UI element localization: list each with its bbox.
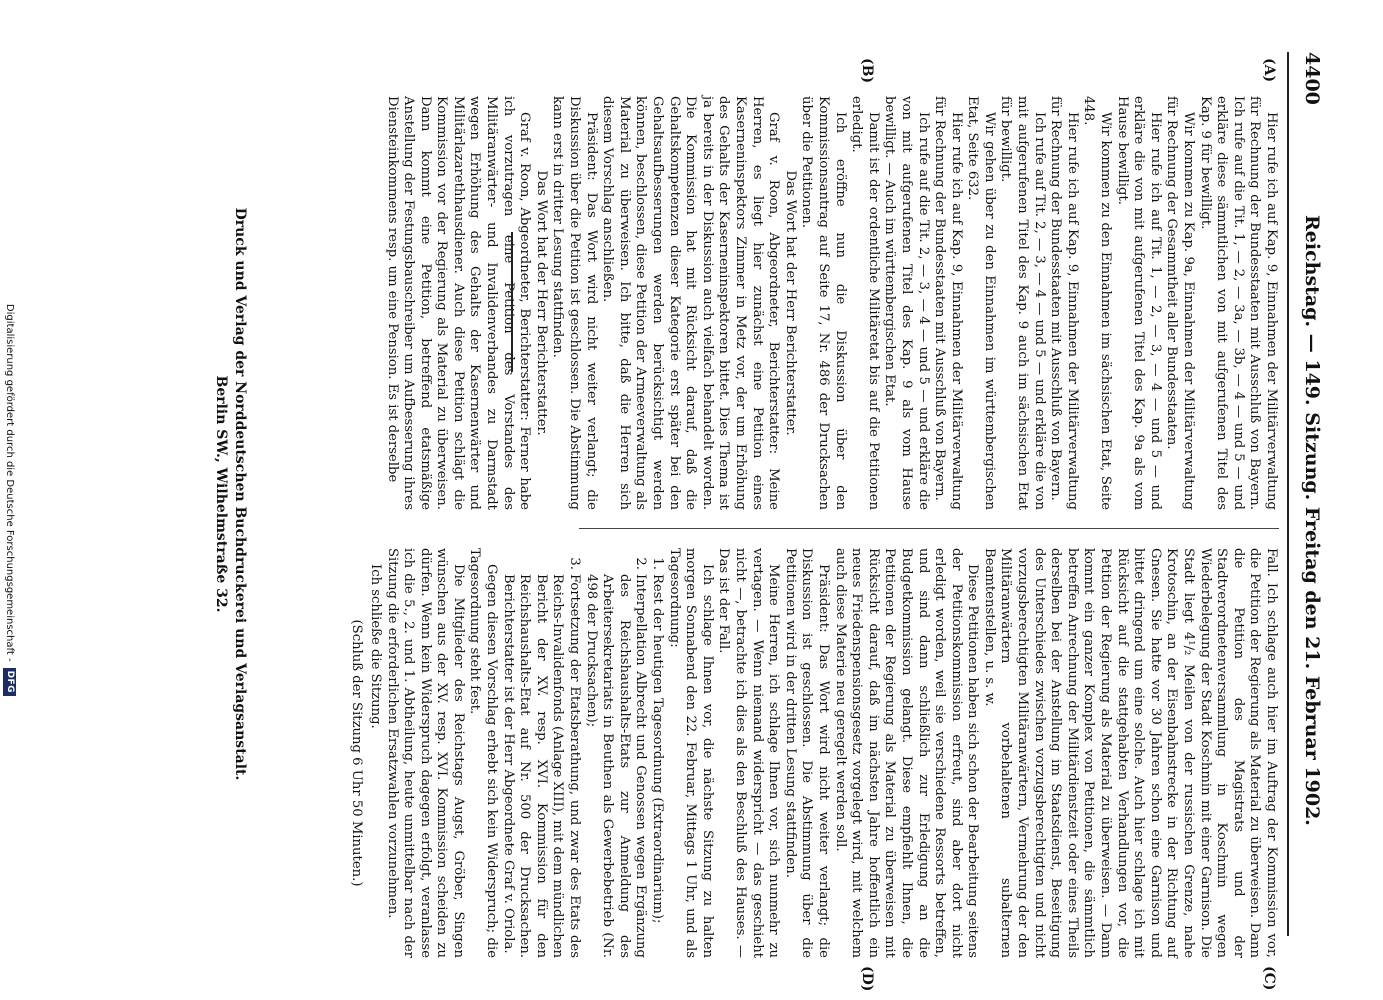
agenda-item-number: 2. xyxy=(633,557,649,570)
right-column xyxy=(349,548,1279,958)
agenda-item-text: Interpellation Albrecht und Genossen wegen Ergänzung des Reichshaushalts-Etats zur Anmeldung des Arbeitersekretariats in Beuthen als Gewerbebetrieb (Nr. 498 der Drucksachen); xyxy=(583,574,649,958)
paragraph: Meine Herren, ich schlage Ihnen vor, sich nunmehr zu vertagen. — Wenn niemand widerspricht — das geschieht nicht —, betrachte ich dies als den Beschluß des Hauses. — Das ist der Fall. xyxy=(716,548,782,958)
paragraph: Wir gehen über zu den Einnahmen im württembergischen Etat, Seite 632. xyxy=(965,96,997,510)
imprint-line: Druck und Verlag der Norddeutschen Buchdruckerei und Verlagsanstalt. xyxy=(232,207,248,781)
page-number: 4400 xyxy=(1301,52,1323,105)
paragraph: Wir kommen zu Kap. 9a, Einnahmen der Militärverwaltung für Rechnung der Gesammtheit aller Bundesstaaten. xyxy=(1164,96,1197,510)
imprint xyxy=(211,52,249,936)
paragraph: Das Wort hat der Herr Berichterstatter. xyxy=(533,170,549,436)
paragraph: Gegen diesen Vorschlag erhebt sich kein Widerspruch; die Tagesordnung steht fest. xyxy=(467,548,500,958)
paragraph: Fall. Ich schlage auch hier im Auftrag der Kommission vor, die Petition der Regierung als Material zu überweisen. Dann die Petition des Magistrats und der Stadtverordnetenversammlung in Koschmin wegen Wiederbelegung der Stadt Koschmin mit einer Garnison. Die Stadt liegt 4¹/₂ Meilen von der russischen Grenze, nahe Krotoschin, an der Eisenbahnstrecke in der Richtung auf Gnesen. Sie hatte vor 30 Jahren schon eine Garnison und bittet dringend um eine solche. Auch hier schlage ich mit Rücksicht auf die stattgehabten Verhandlungen vor, die Petition der Regierung als Material zu überweisen. — Dann kommt ein ganzer Komplex von Petitionen, die sämmtlich betreffen Anrechnung der Militärdienstzeit oder eines Theils derselben bei der Anstellung im Staatsdienst, Beseitigung des Unterschiedes zwischen vorzugsberechtigten und nicht vorzugsberechtigten Militäranwärtern, Vermehrung der den Militäranwärtern vorbehaltenen subalternen Beamtenstellen, u. s. w. xyxy=(981,548,1279,958)
margin-marker-b: (B) xyxy=(859,58,875,84)
paragraph: Graf v. Roon, Abgeordneter, Berichterstatter: Meine Herren, es liegt hier zunächst eine Petition eines Kaserneninspektors Zimmer in Metz vor, der um Erhöhung des Gehalts der Kaserneninspektoren bittet. Dies Thema ist ja bereits in der Diskussion auch vielfach behandelt worden. Die Kommission hat mit Rücksicht darauf, daß die Gehaltskompetenzen dieser Kategorie erst später bei den Gehaltsaufbesserungen werden berücksichtigt werden können, beschlossen, diese Petition der Armeeverwaltung als Material zu überweisen. Ich bitte, daß die Herren sich diesem Vorschlag anschließen. xyxy=(600,96,782,510)
margin-marker-c: (C) xyxy=(1261,966,1277,991)
margin-marker-d: (D) xyxy=(859,966,875,992)
footer-text: Digitalisierung gefördert durch die Deutsche Forschungsgemeinschaft - xyxy=(4,303,16,662)
imprint-line: Berlin SW., Wilhelmstraße 32. xyxy=(213,375,229,613)
paragraph: Wir kommen zu den Einnahmen im sächsischen Etat, Seite 448. xyxy=(1081,96,1114,510)
paragraph: Hier rufe ich auf Kap. 9, Einnahmen der Militärverwaltung für Rechnung der Bundesstaaten mit Ausschluß von Bayern. xyxy=(932,96,964,510)
page-header xyxy=(1287,52,1323,936)
agenda-item-number: 1. xyxy=(650,557,666,570)
paragraph: Präsident: Das Wort wird nicht weiter verlangt; die Diskussion über die Petition ist geschlossen. Die Abstimmung kann erst in dritter Lesung stattfinden. xyxy=(550,96,599,510)
separator-rule xyxy=(511,232,513,372)
agenda-item xyxy=(582,548,648,958)
paragraph: Hier rufe ich auf Kap. 9, Einnahmen der Militärverwaltung für Rechnung der Bundesstaaten mit Ausschluß von Bayern. Ich rufe auf die Tit. 1, — 2, — 3a, — 3b, — 4 — und 5 — und erkläre diese sämmtlichen von mit aufgerufenen Titel des Kap. 9 für bewilligt. xyxy=(1197,96,1279,510)
paragraph: Die Mitglieder des Reichstags Augst, Gröber, Singen wünschen aus der XV. resp. XVI. Kommission scheiden zu dürfen. Wenn kein Widerspruch dagegen erfolgt, veranlasse ich die 5., 2. und 1. Abtheilung, heute unmittelbar nach der Sitzung die erforderlichen Ersatzwahlen vorzunehmen. xyxy=(384,548,466,958)
agenda-item-text: Fortsetzung der Etatsberathung, und zwar des Etats des Reichs-Invalidenfonds (Anlage XIII), mit dem mündlichen Bericht der XV. resp. XVI. Kommission für den Reichshaushalts-Etat auf Nr. 500 der Drucksachen. Berichterstatter ist der Herr Abgeordnete Graf v. Oriola. xyxy=(500,574,583,958)
margin-marker-a: (A) xyxy=(1261,58,1277,83)
paragraph: Ich schließe die Sitzung. xyxy=(367,564,383,729)
paragraph: Damit ist der ordentliche Militäretat bis auf die Petitionen erledigt. xyxy=(849,96,881,510)
session-end-note: (Schluß der Sitzung 6 Uhr 50 Minuten.) xyxy=(349,619,365,887)
agenda-item-number: 3. xyxy=(567,557,583,570)
column-divider xyxy=(579,528,1279,529)
agenda-item-text: Rest der heutigen Tagesordnung (Extraordinarium); xyxy=(650,574,666,924)
paragraph: Präsident: Das Wort wird nicht weiter verlangt; die Diskussion ist geschlossen. Die Abstimmung über die Petitionen wird in der dritten Lesung stattfinden. xyxy=(782,548,831,958)
digitization-footer xyxy=(2,0,18,1000)
paragraph: Hier rufe ich auf Kap. 9, Einnahmen der Militärverwaltung für Rechnung der Bundesstaaten mit Ausschluß von Bayern. xyxy=(1048,96,1080,510)
agenda-item xyxy=(499,548,582,958)
agenda-item xyxy=(648,548,665,958)
paragraph: Graf v. Roon, Abgeordneter, Berichterstatter: Ferner habe ich vorzutragen eine Petition des Vorstandes des Militäranwärter- und Invalidenverbandes zu Darmstadt wegen Erhöhung des Gehalts der Kasernenwärter und Militärlazarethhausdiener. Auch diese Petition schlägt die Kommission vor der Regierung als Material zu überweisen. Dann kommt eine Petition, betreffend etatsmäßige Anstellung der Festungsbauschreiber um Aufbesserung ihres Diensteinkommens resp. um eine Pension. Es ist derselbe xyxy=(384,96,533,510)
paragraph: Diese Petitionen haben sich schon der Bearbeitung seitens der Petitionskommission erfreut, sind aber dort nicht erledigt worden, weil sie verschiedene Ressorts betreffen, und sind dann schließlich zur Erledigung an die Budgetkommission gelangt. Diese empfiehlt Ihnen, die Petitionen der Regierung als Material zu überweisen mit Rücksicht darauf, daß im nächsten Jahre hoffentlich ein neues Friedenspensionsgesetz vorgelegt wird, mit welchem auch diese Materie neu geregelt werden soll. xyxy=(832,548,981,958)
paragraph: Ich eröffne nun die Diskussion über den Kommissionsantrag auf Seite 17, Nr. 486 der Drucksachen über die Petitionen. xyxy=(799,96,848,510)
paragraph: Ich rufe auf Tit. 2, — 3, — 4 — und 5 — und erkläre die von mit aufgerufenen Titel des Kap. 9 auch im sächsischen Etat für bewilligt. xyxy=(998,96,1047,510)
paragraph: Hier rufe ich auf Tit. 1, — 2, — 3, — 4 — und 5 — und erkläre die von mit aufgerufenen Titel des Kap. 9a als vom Hause bewilligt. xyxy=(1114,96,1163,510)
paragraph: Ich schlage Ihnen vor, die nächste Sitzung zu halten morgen Sonnabend den 22. Februar, Mittags 1 Uhr, und als Tagesordnung: xyxy=(666,548,715,958)
paragraph: Ich rufe auf die Tit. 2, — 3, — 4 — und 5 — und erkläre die von mit aufgerufenen Titel des Kap. 9 als vom Hause bewilligt. — Auch im württembergischen Etat. xyxy=(882,96,931,510)
dfg-logo: DFG xyxy=(4,668,17,697)
paragraph: Das Wort hat der Herr Berichterstatter. xyxy=(782,170,798,436)
running-head: Reichstag. — 149. Sitzung. Freitag den 21. Februar 1902. xyxy=(1301,214,1323,826)
left-column xyxy=(384,96,1279,510)
